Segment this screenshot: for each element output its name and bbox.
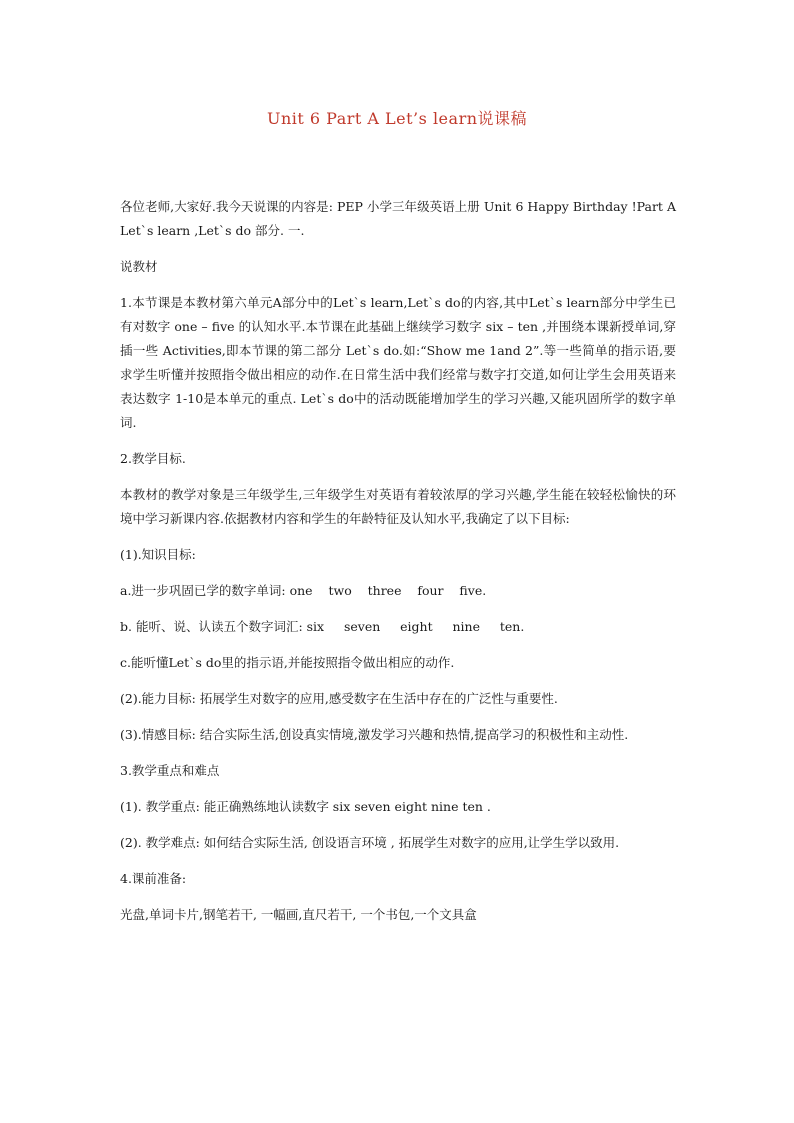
preparation-list: 光盘,单词卡片,钢笔若干, 一幅画,直尺若干, 一个书包,一个文具盒 <box>120 907 477 922</box>
key-point-item: (1). 教学重点: 能正确熟练地认读数字 six seven eight nine ten . <box>120 799 491 814</box>
section-heading-textbook: 说教材 <box>120 259 158 274</box>
document-body <box>120 195 676 939</box>
document-title: Unit 6 Part A Let’s learn说课稿 <box>266 109 528 128</box>
textbook-analysis-paragraph: 1.本节课是本教材第六单元A部分中的Let`s learn,Let`s do的内容,其中Let`s learn部分中学生已有对数字 one – five 的认知水平.本节课在此基础上继续学习数字 six – ten ,并围绕本课新授单词,穿插一些 Activities,即本节课的第二部分 Let`s do.如:“Show me 1and 2”.等一些简单的指示语,要求学生听懂并按照指令做出相应的动作.在日常生活中我们经常与数字打交道,如何让学生会用英语来表达数字 1-10是本单元的重点. Let`s do中的活动既能增加学生的学习兴趣,又能巩固所学的数字单词. <box>120 295 676 430</box>
difficulty-item: (2). 教学难点: 如何结合实际生活, 创设语言环境 , 拓展学生对数字的应用,让学生学以致用. <box>120 835 620 850</box>
objectives-intro-paragraph: 本教材的教学对象是三年级学生,三年级学生对英语有着较浓厚的学习兴趣,学生能在较轻松愉快的环境中学习新课内容.依据教材内容和学生的年龄特征及认知水平,我确定了以下目标: <box>120 487 676 526</box>
ability-objective: (2).能力目标: 拓展学生对数字的应用,感受数字在生活中存在的广泛性与重要性. <box>120 691 558 706</box>
section-heading-objectives: 2.教学目标. <box>120 451 186 466</box>
knowledge-objective-heading: (1).知识目标: <box>120 547 196 562</box>
objective-item-b: b. 能听、说、认读五个数字词汇: six seven eight nine ten. <box>120 619 525 634</box>
intro-paragraph: 各位老师,大家好.我今天说课的内容是: PEP 小学三年级英语上册 Unit 6 Happy Birthday !Part A Let`s learn ,Let`s do 部分. 一. <box>120 199 676 238</box>
emotion-objective: (3).情感目标: 结合实际生活,创设真实情境,激发学习兴趣和热情,提高学习的积极性和主动性. <box>120 727 629 742</box>
section-heading-preparation: 4.课前准备: <box>120 871 187 886</box>
section-heading-key-points: 3.教学重点和难点 <box>120 763 220 778</box>
objective-item-a: a.进一步巩固已学的数字单词: one two three four five. <box>120 583 487 598</box>
objective-item-c: c.能听懂Let`s do里的指示语,并能按照指令做出相应的动作. <box>120 655 455 670</box>
